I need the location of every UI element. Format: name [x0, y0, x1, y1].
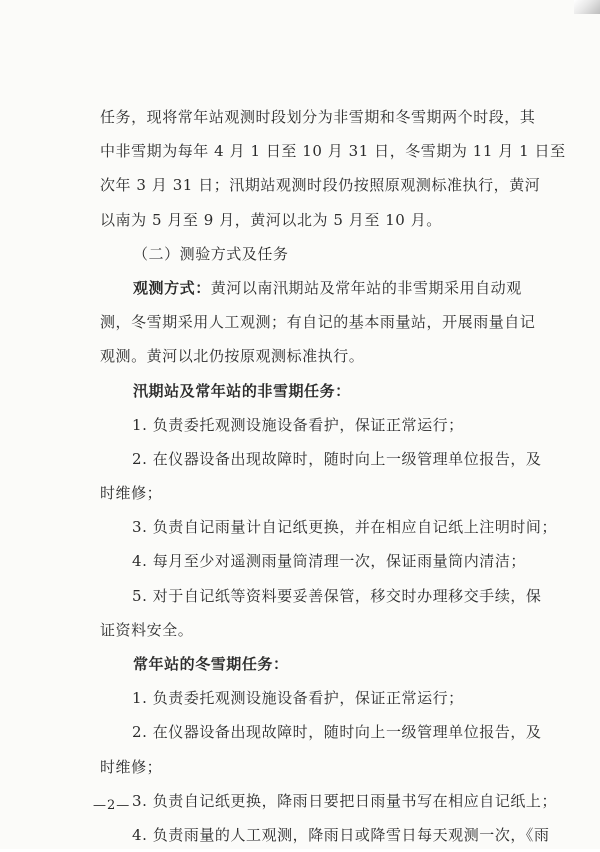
list-item: 1. 负责委托观测设施设备看护，保证正常运行；	[132, 689, 464, 708]
paragraph-line: 观测。黄河以北仍按原观测标准执行。	[100, 347, 365, 366]
list-item: 3. 负责自记纸更换，降雨日要把日雨量书写在相应自记纸上；	[132, 791, 558, 810]
observation-method-label: 观测方式：	[133, 278, 211, 297]
paragraph-line: 次年 3 月 31 日；汛期站观测时段仍按照原观测标准执行，黄河	[100, 176, 541, 195]
list-item-continuation: 证资料安全。	[100, 620, 194, 639]
list-item: 4. 每月至少对遥测雨量筒清理一次，保证雨量筒内清洁；	[132, 552, 526, 571]
section-heading: （二）测验方式及任务	[133, 244, 289, 263]
observation-method-text: 黄河以南汛期站及常年站的非雪期采用自动观	[210, 278, 522, 297]
document-body	[100, 100, 566, 852]
list-item-continuation: 时维修；	[100, 484, 163, 503]
list-item: 5. 对于自记纸等资料要妥善保管，移交时办理移交手续，保	[132, 586, 542, 605]
paragraph-line: 测，冬雪期采用人工观测；有自记的基本雨量站，开展雨量自记	[100, 313, 536, 332]
scan-corner-mark	[574, 0, 600, 14]
subsection-heading: 汛期站及常年站的非雪期任务：	[133, 381, 351, 400]
paragraph-line	[100, 271, 530, 305]
list-item: 1. 负责委托观测设施设备看护，保证正常运行；	[132, 415, 464, 434]
paragraph-line: 中非雪期为每年 4 月 1 日至 10 月 31 日，冬雪期为 11 月 1 日至	[100, 142, 566, 161]
list-item: 3. 负责自记雨量计自记纸更换，并在相应自记纸上注明时间；	[132, 518, 558, 537]
list-item-continuation: 时维修；	[100, 757, 163, 776]
list-item: 2. 在仪器设备出现故障时，随时向上一级管理单位报告，及	[132, 449, 542, 468]
subsection-heading: 常年站的冬雪期任务：	[133, 655, 289, 673]
list-item: 2. 在仪器设备出现故障时，随时向上一级管理单位报告，及	[132, 723, 542, 742]
paragraph-line: 任务，现将常年站观测时段划分为非雪期和冬雪期两个时段，其	[100, 108, 536, 126]
paragraph-line: 以南为 5 月至 9 月，黄河以北为 5 月至 10 月。	[100, 210, 442, 229]
page-number: —2—	[93, 798, 131, 813]
list-item: 4. 负责雨量的人工观测，降雨日或降雪日每天观测一次，《雨	[132, 825, 550, 844]
